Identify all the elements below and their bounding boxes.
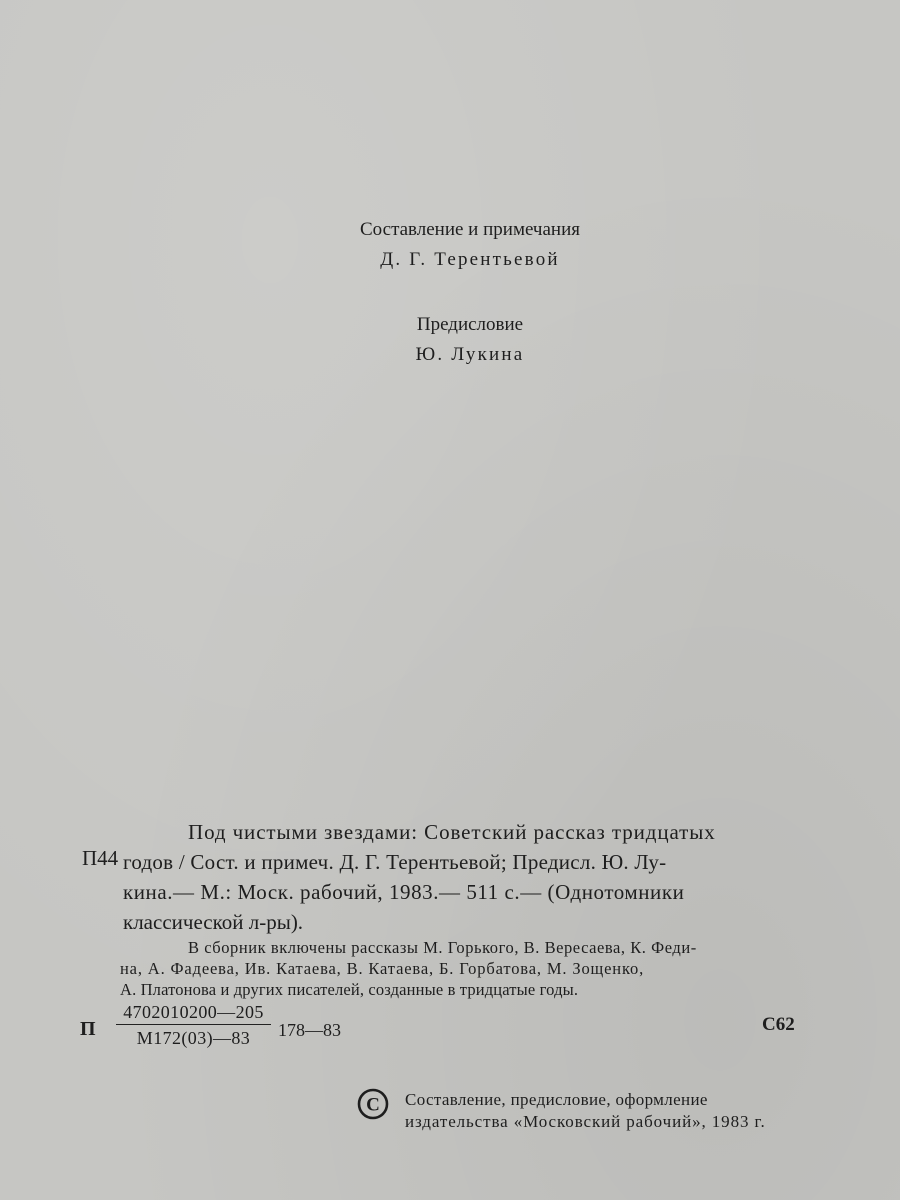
copyright-line: издательства «Московский рабочий», 1983 г. <box>405 1112 766 1131</box>
copyright-symbol: C <box>366 1094 380 1116</box>
preface-credit <box>0 310 900 370</box>
annotation-line: А. Платонова и других писателей, созданные в тридцатые годы. <box>120 980 579 999</box>
compilation-credit <box>0 215 900 275</box>
fraction-bar <box>116 1024 271 1025</box>
bibliographic-line: классической л-ры). <box>123 910 304 934</box>
bibliographic-record <box>123 817 860 937</box>
index-numerator: 4702010200—205 <box>123 1002 264 1022</box>
bibliographic-line: годов / Сост. и примеч. Д. Г. Терентьевой; Предисл. Ю. Лу- <box>123 850 667 874</box>
compilation-label: Составление и примечания <box>359 219 580 240</box>
compiler-name: Д. Г. Терентьевой <box>380 249 560 270</box>
index-fraction <box>116 1000 271 1050</box>
copyright-line: Составление, предисловие, оформление <box>405 1090 708 1109</box>
bibliographic-code: П44 <box>82 846 119 870</box>
bibliographic-line: Под чистыми звездами: Советский рассказ тридцатых <box>188 820 716 844</box>
classification-code: С62 <box>762 1014 795 1035</box>
copyright-notice <box>405 1089 867 1133</box>
annotation-line: на, А. Фадеева, Ив. Катаева, В. Катаева, Б. Горбатова, М. Зощенко, <box>120 959 645 978</box>
preface-author-name: Ю. Лукина <box>415 344 525 365</box>
index-prefix: П <box>80 1018 96 1040</box>
preface-label: Предисловие <box>416 314 524 335</box>
annotation <box>120 937 868 1000</box>
copyright-icon <box>357 1088 389 1120</box>
index-suffix: 178—83 <box>278 1020 341 1040</box>
index-denominator: М172(03)—83 <box>136 1028 251 1048</box>
bibliographic-line: кина.— М.: Моск. рабочий, 1983.— 511 с.— (Однотомники <box>123 880 685 904</box>
annotation-line: В сборник включены рассказы М. Горького, В. Вересаева, К. Феди- <box>188 938 697 957</box>
